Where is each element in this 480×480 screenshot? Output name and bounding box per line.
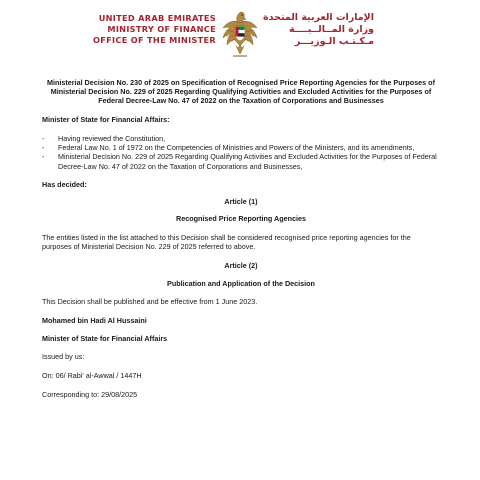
issued-on-date: On: 06/ Rabi' al-Awwal / 1447H [42, 371, 142, 380]
letterhead-country-ar: الإمارات العربية المتحدة [263, 12, 374, 23]
corresponding-date: Corresponding to: 29/08/2025 [42, 390, 138, 399]
recitals-list [42, 134, 440, 171]
article-1-heading: Recognised Price Reporting Agencies [176, 214, 306, 223]
recital-item: - Ministerial Decision No. 229 of 2025 Regarding Qualifying Activities and Excluded Activities for the Purposes of Federal Decree-Law No. 47 of 2022 on the Taxation of Corporations and Businesses, [42, 152, 440, 170]
letterhead-ministry-ar: وزارة المــالــيــــة [289, 24, 374, 35]
signatory-name: Mohamed bin Hadi Al Hussaini [42, 316, 147, 325]
issuer-line: Minister of State for Financial Affairs: [42, 115, 170, 124]
letterhead [0, 10, 480, 62]
letterhead-english [93, 13, 216, 46]
article-2-body: This Decision shall be published and be effective from 1 June 2023. [42, 297, 258, 306]
article-1-body: The entities listed in the list attached to this Decision shall be considered recognised price reporting agencies for the purposes of Ministerial Decision No. 229 of 2025 referred to above. [42, 233, 411, 252]
uae-falcon-emblem-icon [221, 10, 259, 60]
letterhead-ministry: MINISTRY OF FINANCE [107, 24, 216, 34]
letterhead-arabic [262, 12, 374, 48]
signatory-title: Minister of State for Financial Affairs [42, 334, 168, 343]
letterhead-office-ar: مـكـتـب الـوزيـــر [294, 36, 374, 47]
article-2-number: Article (2) [224, 261, 258, 270]
recital-item: - Having reviewed the Constitution, [42, 134, 440, 143]
letterhead-office: OFFICE OF THE MINISTER [93, 35, 216, 45]
has-decided: Has decided: [42, 180, 87, 189]
issued-by: Issued by us: [42, 352, 85, 361]
letterhead-country: UNITED ARAB EMIRATES [98, 13, 216, 23]
article-2-heading: Publication and Application of the Decision [167, 279, 315, 288]
decision-title: Ministerial Decision No. 230 of 2025 on Specification of Recognised Price Reporting Agencies for the Purposes of Ministerial Decision No. 229 of 2025 Regarding Qualifying Activities and Excluded Activities for the Purposes of Federal Decree-Law No. 47 of 2022 on the Taxation of Corporations and Businesses [47, 78, 435, 106]
article-1-number: Article (1) [224, 197, 258, 206]
recital-item: - Federal Law No. 1 of 1972 on the Competencies of Ministries and Powers of the Ministers, and its amendments, [42, 143, 440, 152]
